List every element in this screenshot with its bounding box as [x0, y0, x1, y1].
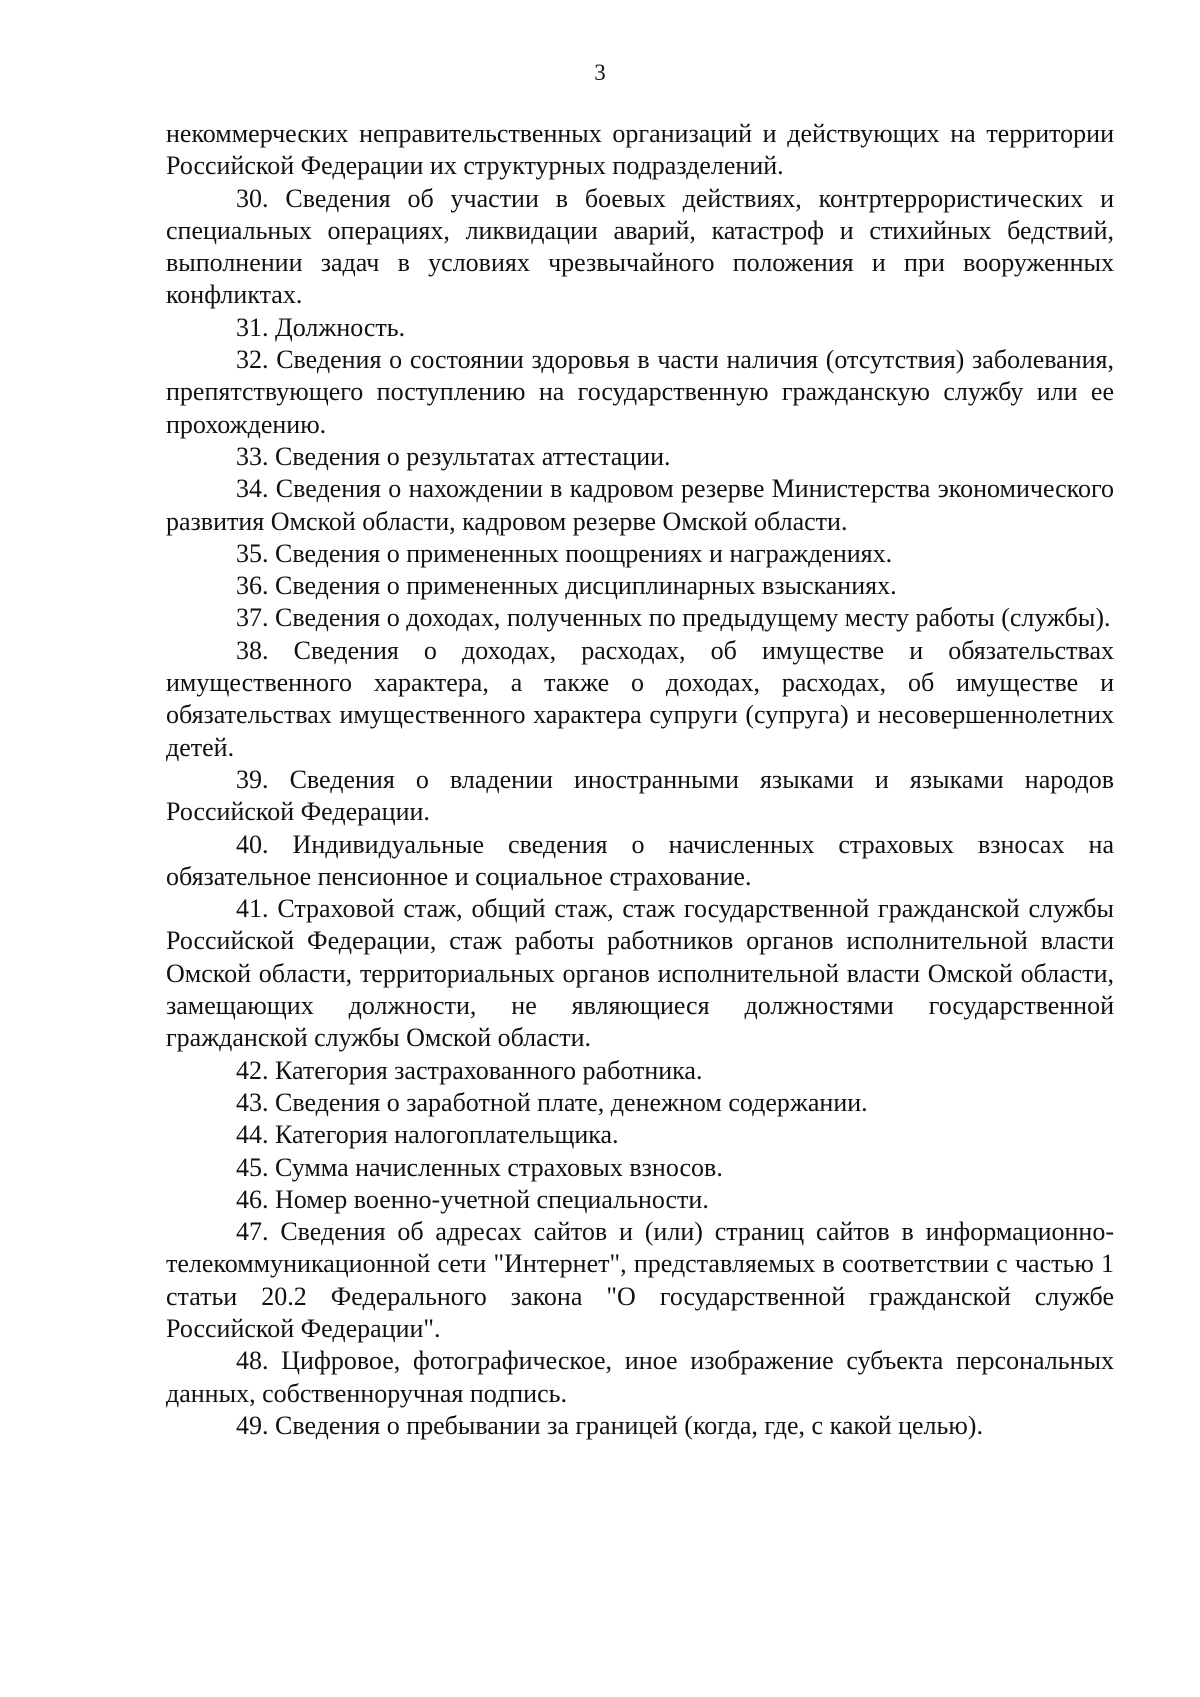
list-item-40: 40. Индивидуальные сведения о начисленных страховых взносах на обязательное пенсионное и социальное страхование. [166, 829, 1114, 891]
list-item-42: 42. Категория застрахованного работника. [236, 1055, 703, 1085]
document-body [166, 118, 1114, 1442]
list-item-37: 37. Сведения о доходах, полученных по предыдущему месту работы (службы). [236, 603, 1111, 633]
list-item-38: 38. Сведения о доходах, расходах, об имуществе и обязательствах имущественного характера, а также о доходах, расходах, об имуществе и обязательствах имущественного характера супруги (супруга) и несовершеннолетних детей. [166, 635, 1114, 762]
list-item-35: 35. Сведения о примененных поощрениях и награждениях. [236, 538, 893, 568]
list-item-41: 41. Страховой стаж, общий стаж, стаж государственной гражданской службы Российской Федерации, стаж работы работников органов исполнительной власти Омской области, территориальных органов исполнительной власти Омской области, замещающих должности, не являющиеся должностями государственной гражданской службы Омской области. [166, 894, 1114, 1053]
list-item-32: 32. Сведения о состоянии здоровья в части наличия (отсутствия) заболевания, препятствующего поступлению на государственную гражданскую службу или ее прохождению. [166, 345, 1114, 439]
paragraph-continuation: некоммерческих неправительственных организаций и действующих на территории Российской Федерации их структурных подразделений. [166, 119, 1114, 181]
list-item-31: 31. Должность. [236, 312, 406, 342]
list-item-47: 47. Сведения об адресах сайтов и (или) страниц сайтов в информационно-телекоммуникационной сети "Интернет", представляемых в соответствии с частью 1 статьи 20.2 Федерального закона "О государственной гражданской службе Российской Федерации". [166, 1217, 1114, 1343]
list-item-30: 30. Сведения об участии в боевых действиях, контртеррористических и специальных операциях, ликвидации аварий, катастроф и стихийных бедствий, выполнении задач в условиях чрезвычайного положения и при вооруженных конфликтах. [166, 183, 1114, 310]
list-item-43: 43. Сведения о заработной плате, денежном содержании. [236, 1087, 868, 1117]
list-item-44: 44. Категория налогоплательщика. [236, 1120, 619, 1150]
list-item-34: 34. Сведения о нахождении в кадровом резерве Министерства экономического развития Омской области, кадровом резерве Омской области. [166, 474, 1114, 536]
list-item-39: 39. Сведения о владении иностранными языками и языками народов Российской Федерации. [166, 764, 1114, 827]
list-item-36: 36. Сведения о примененных дисциплинарных взысканиях. [236, 571, 897, 601]
page-number: 3 [594, 60, 606, 85]
list-item-33: 33. Сведения о результатах аттестации. [236, 441, 671, 471]
list-item-45: 45. Сумма начисленных страховых взносов. [236, 1152, 723, 1182]
list-item-46: 46. Номер военно-учетной специальности. [236, 1184, 709, 1214]
list-item-48: 48. Цифровое, фотографическое, иное изображение субъекта персональных данных, собственноручная подпись. [166, 1346, 1114, 1408]
list-item-49: 49. Сведения о пребывании за границей (когда, где, с какой целью). [236, 1410, 983, 1440]
